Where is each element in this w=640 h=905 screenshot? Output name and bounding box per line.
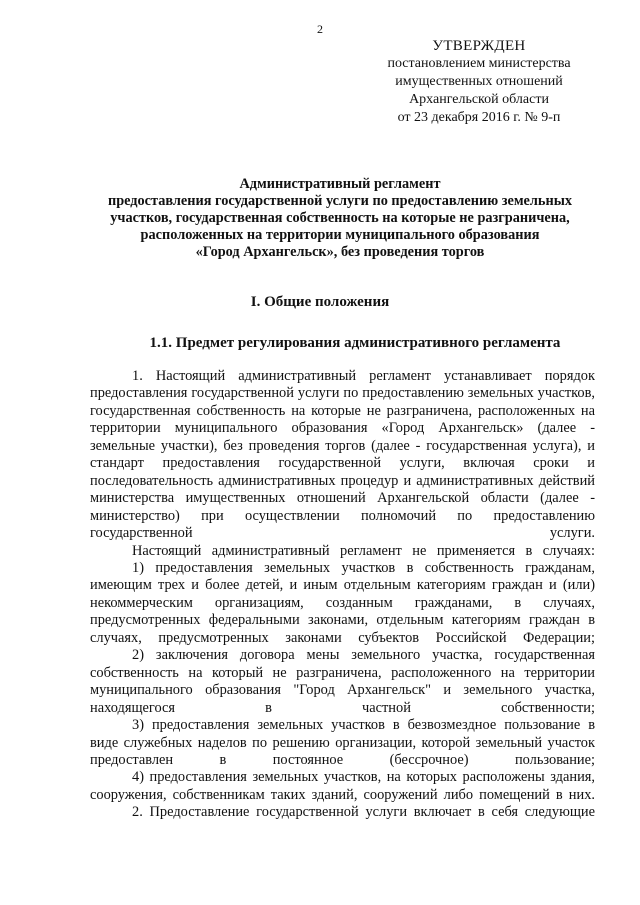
document-title-line: участков, государственная собственность на которые не разграничена, [110,210,570,226]
document-body [90,368,595,822]
page-number: 2 [317,22,323,36]
paragraph: 1. Настоящий административный регламент устанавливает порядок предоставления государственной услуги по предоставлению земельных участков, государственная собственность на которые не разграничена, расположенных на территории муниципального образования «Город Архангельск» (далее - земельные участки), без проведения торгов (далее - государственная услуга), и стандарт предоставления государственной услуги, включая сроки и последовательность административных процедур и административных действий министерства имущественных отношений Архангельской области (далее - министерство) при осуществлении полномочий по предоставлению государственной услуги. [90,368,595,542]
document-title-line: Административный регламент [239,176,441,192]
paragraph: 3) предоставления земельных участков в безвозмездное пользование в виде служебных наделов по решению организации, которой земельный участок предоставлен в постоянное (бессрочное) пользование; [90,717,595,768]
paragraph: 2) заключения договора мены земельного участка, государственная собственность на который не разграничена, расположенного на территории муниципального образования "Город Архангельск" и земельного участка, находящегося в частной собственности; [90,647,595,716]
paragraph: Настоящий административный регламент не применяется в случаях: [132,542,595,559]
approval-line: постановлением министерства [387,56,571,71]
document-title-line: предоставления государственной услуги по предоставлению земельных [107,193,573,209]
document-title-line: расположенных на территории муниципального образования [140,227,540,243]
document-title [60,176,620,261]
paragraph: 4) предоставления земельных участков, на которых расположены здания, сооружения, собственникам таких зданий, сооружений либо помещений в них. [90,769,595,803]
document-title-line: «Город Архангельск», без проведения торгов [195,244,485,260]
subsection-heading: 1.1. Предмет регулирования административного регламента [149,335,561,351]
approval-title: УТВЕРЖДЕН [432,38,526,54]
paragraph: 1) предоставления земельных участков в собственность гражданам, имеющим трех и более детей, и иным отдельным категориям граждан и (или) некоммерческим организациям, созданным гражданами, в случаях, предусмотренных федеральными законами, отдельным категориям граждан в случаях, предусмотренных законами субъектов Российской Федерации; [90,559,595,646]
paragraph: 2. Предоставление государственной услуги включает в себя следующие [132,804,595,821]
approval-line: имущественных отношений [395,74,563,89]
section-heading: I. Общие положения [250,294,390,310]
approval-line: от 23 декабря 2016 г. № 9-п [397,110,561,125]
approval-stamp [370,37,588,127]
approval-line: Архангельской области [409,92,549,107]
